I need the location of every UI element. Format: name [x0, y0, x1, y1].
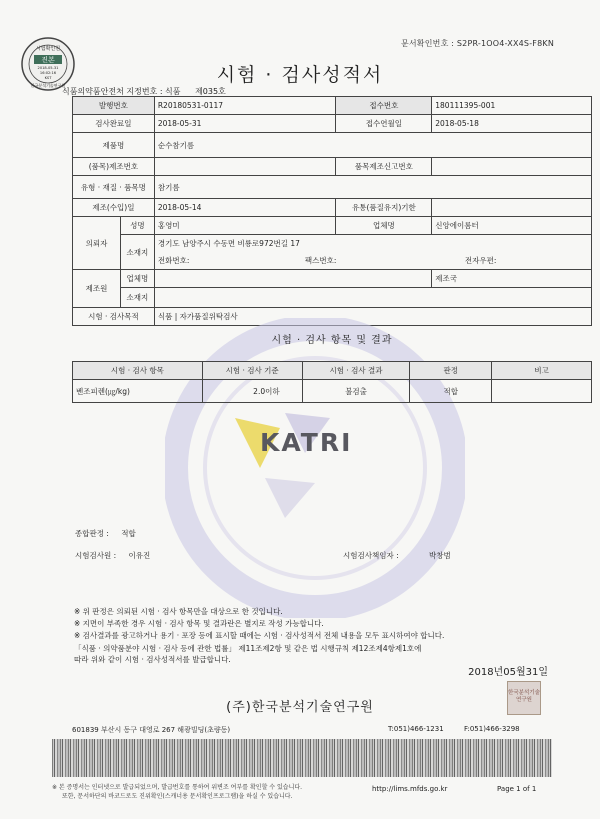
seal-code: KST	[44, 76, 52, 80]
receipt-date-label: 접수연월일	[336, 115, 432, 133]
footer-url-link[interactable]: http://lims.mfds.go.kr	[372, 785, 448, 793]
result-note	[492, 380, 592, 403]
client-company: 신앙에이롬터	[432, 217, 592, 235]
report-no	[432, 158, 592, 176]
footer-note: 또한, 문서하단의 바코드로도 진위확인(스캐너용 문서확인프로그램)을 하실 수 있습니다.	[62, 793, 293, 800]
overall-verdict	[75, 528, 136, 539]
made-date: 2018-05-14	[154, 199, 336, 217]
maker-label: 제조원	[73, 270, 121, 308]
tester-name: 이유진	[128, 551, 151, 560]
results-table	[72, 361, 592, 420]
results-header: 시험 · 검사 항목	[73, 362, 203, 380]
seal-bottom: 한국분석기술연구원	[30, 83, 66, 88]
stamp-text: 한국분석기술연구원	[508, 690, 540, 703]
fax-label: 팩스번호:	[304, 256, 337, 265]
issue-date: 2018년05월31일	[468, 667, 548, 678]
overall-verdict-label: 종합판정 :	[75, 529, 109, 538]
org-address: 601839 부산시 동구 대영로 267 해광빌딩(초량동)	[72, 726, 231, 734]
receipt-no-label: 접수번호	[336, 97, 432, 115]
type-value: 참기름	[154, 176, 591, 199]
product-label: 제품명	[73, 133, 155, 158]
results-header-row	[73, 362, 592, 380]
seal-time: 16:02:16	[39, 71, 57, 75]
type-label: 유형 · 재질 · 품목명	[73, 176, 155, 199]
law-text	[74, 643, 421, 665]
mfg-no	[154, 158, 336, 176]
katri-watermark-text: KATRI	[260, 428, 353, 457]
client-company-label: 업체명	[336, 217, 432, 235]
client-address-label: 소재지	[120, 235, 154, 270]
maker-address-label: 소재지	[120, 288, 154, 308]
law-text-line: 「식품 · 의약품분야 시험 · 검사 등에 관한 법률」 제11조제2항 및 같은 법 시행규칙 제12조제4항제1호에	[74, 644, 422, 653]
client-name: 홍영미	[154, 217, 336, 235]
client-contacts	[154, 252, 591, 270]
result-verdict: 적합	[410, 380, 492, 403]
document-check-number: 문서확인번호 : S2PR-1OO4-XX4S-F8KN	[400, 39, 554, 48]
issuer-agency: 식품의약품안전처 지정번호 : 식품	[62, 87, 181, 96]
client-address: 경기도 남양주시 수동면 비룡로972번길 17	[154, 235, 591, 253]
note-item: ※ 위 판정은 의뢰된 시험 · 검사 항목만을 대상으로 한 것입니다.	[74, 607, 283, 616]
results-title: 시험 · 검사 항목 및 결과	[271, 335, 393, 346]
page-number: Page 1 of 1	[497, 785, 537, 793]
email-label: 전자우편:	[464, 256, 497, 265]
tester-label: 시험검사원 :	[75, 551, 117, 560]
org-tel: T:051)466-1231	[388, 725, 444, 733]
expiry-label: 유통(품질유지)기한	[336, 199, 432, 217]
note-item: ※ 검사결과를 광고하거나 용기 · 포장 등에 표시할 때에는 시험 · 검사성적서 전체 내용을 모두 표시하여야 합니다.	[74, 631, 445, 640]
info-table	[72, 96, 592, 326]
org-fax: F:051)466-3298	[464, 725, 520, 733]
client-label: 의뢰자	[73, 217, 121, 270]
expiry-date	[432, 199, 592, 217]
results-header: 판정	[410, 362, 492, 380]
maker-country-label: 제조국	[435, 274, 458, 283]
client-name-label: 성명	[120, 217, 154, 235]
result-standard: 2.0이하	[202, 380, 302, 403]
table-row	[73, 380, 592, 403]
mfg-no-label: (품목)제조번호	[73, 158, 155, 176]
manager-label: 시험검사책임자 :	[343, 551, 399, 560]
page-title: 시험 · 검사성적서	[216, 64, 384, 86]
issue-no-label: 발행번호	[73, 97, 155, 115]
purpose-value: 식품 | 자가품질위탁검사	[154, 308, 591, 326]
result-item: 벤조피렌(㎍/kg)	[73, 380, 203, 403]
organization-name: (주)한국분석기술연구원	[226, 700, 374, 715]
manager	[343, 550, 451, 561]
seal-top: 시험확인원	[35, 46, 61, 52]
manager-name: 박창범	[429, 551, 451, 560]
done-date: 2018-05-31	[154, 115, 336, 133]
receipt-date: 2018-05-18	[432, 115, 592, 133]
done-date-label: 검사완료일	[73, 115, 155, 133]
maker-company-label: 업체명	[120, 270, 154, 288]
footer-note: ※ 본 증명서는 인터넷으로 발급되었으며, 발급번호를 통하여 위변조 여부를 확인할 수 있습니다.	[52, 784, 303, 791]
seal-date: 2018-05-31	[37, 66, 59, 70]
law-text-line: 따라 위와 같이 시험 · 검사성적서를 발급합니다.	[74, 655, 231, 664]
results-header: 시험 · 검사 결과	[302, 362, 410, 380]
results-header: 시험 · 검사 기준	[202, 362, 302, 380]
verification-barcode-icon	[52, 739, 552, 777]
issuer-number: 제035호	[195, 87, 226, 96]
maker-country-cell	[432, 270, 592, 288]
result-value: 불검출	[302, 380, 410, 403]
maker-company	[154, 270, 431, 288]
phone-label: 전화번호:	[157, 256, 190, 265]
issue-no: R20180531-0117	[154, 97, 336, 115]
results-header: 비고	[492, 362, 592, 380]
overall-verdict-value: 적합	[121, 529, 136, 538]
made-date-label: 제조(수입)일	[73, 199, 155, 217]
note-item: ※ 지면이 부족한 경우 시험 · 검사 항목 및 결과란은 별지로 작성 가능합니다.	[74, 619, 324, 628]
receipt-no: 180111395-001	[432, 97, 592, 115]
notes	[74, 606, 444, 642]
maker-address	[154, 288, 591, 308]
seal-main: 진본	[41, 56, 55, 64]
purpose-label: 시험 · 검사목적	[73, 308, 155, 326]
product-name: 순수참기름	[154, 133, 591, 158]
tester	[75, 550, 150, 561]
report-no-label: 품목제조신고번호	[336, 158, 432, 176]
official-stamp-icon	[507, 681, 541, 715]
